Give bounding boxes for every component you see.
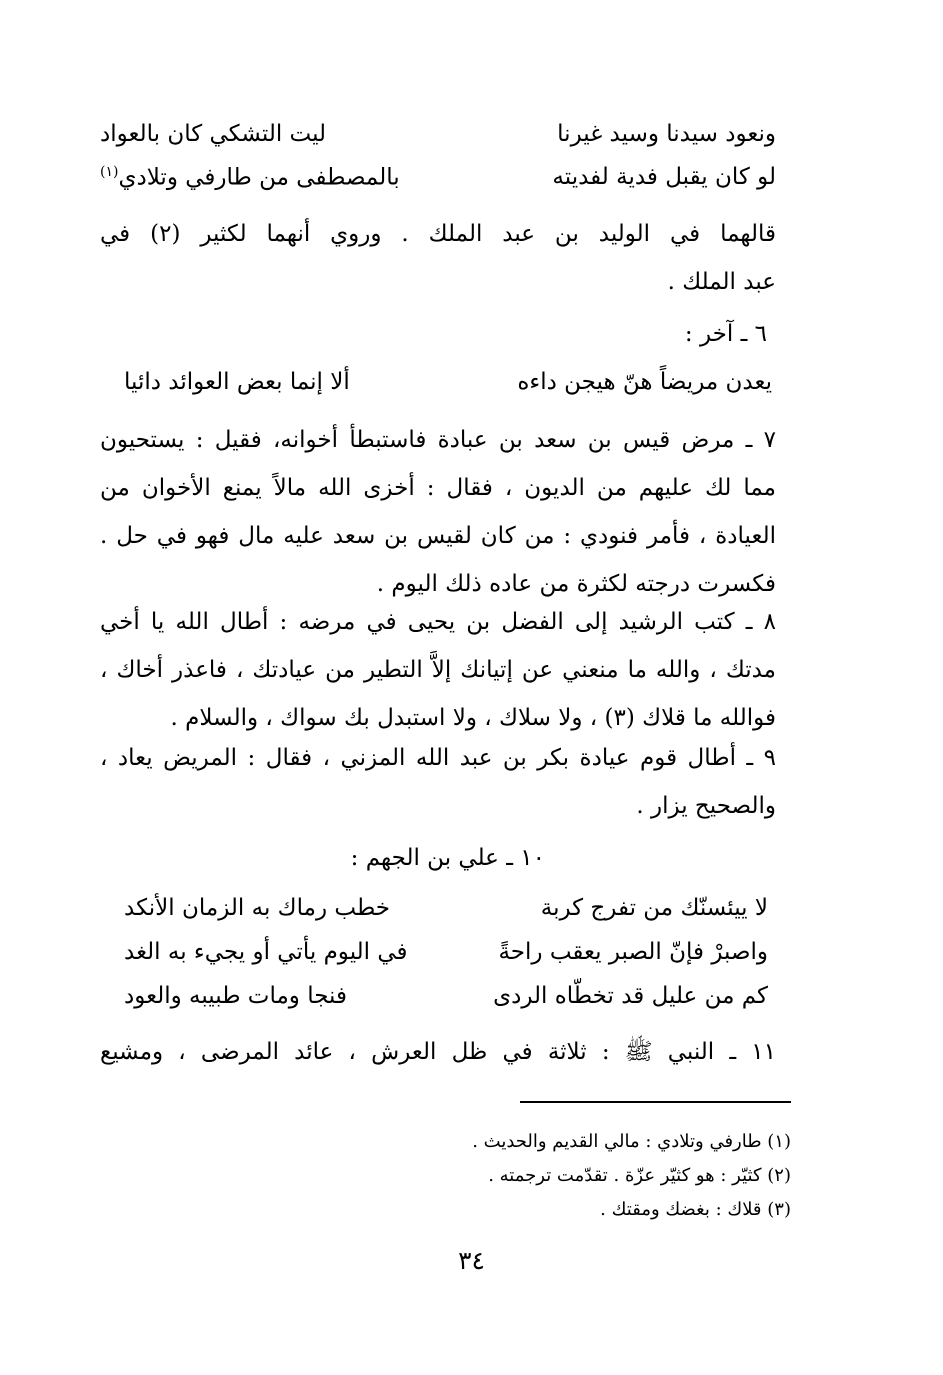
footnote-ref: (١)	[100, 163, 119, 180]
footnote: (٢) كثيّر : هو كثيّر عزّة . تقدّمت ترجمته .	[488, 1165, 791, 1186]
verse-hemistich-second: في اليوم يأتي أو يجيء به الغد	[124, 939, 408, 965]
verse-hemistich-first: كم من عليل قد تخطّاه الردى	[493, 983, 768, 1009]
section-heading: ١٠ ـ علي بن الجهم :	[350, 845, 545, 871]
footnote-separator	[520, 1101, 791, 1103]
paragraph	[100, 734, 776, 830]
paragraph	[100, 210, 776, 306]
paragraph	[100, 416, 776, 608]
verse-line	[124, 928, 768, 976]
paragraph-line: مدتك ، والله ما منعني عن إتيانك إلاَّ التطير من عيادتك ، فاعذر أخاك ،	[100, 657, 776, 683]
paragraph-line: ١١ ـ النبي ﷺ : ثلاثة في ظل العرش ، عائد المرضى ، ومشيع	[100, 1039, 776, 1065]
verse-hemistich-first: واصبرْ فإنّ الصبر يعقب راحةً	[498, 939, 768, 965]
paragraph-line: والصحيح يزار .	[636, 793, 776, 819]
footnote: (٣) قلاك : بغضك ومقتك .	[600, 1199, 791, 1220]
paragraph-line: قالهما في الوليد بن عبد الملك . وروي أنهما لكثير (٢) في	[100, 221, 777, 247]
verse-hemistich-first: يعدن مريضاً هنّ هيجن داءه	[517, 369, 772, 395]
paragraph-line: العيادة ، فأمر فنودي : من كان لقيس بن سعد عليه مال فهو في حل .	[100, 523, 776, 549]
verse-hemistich-second: خطب رماك به الزمان الأنكد	[124, 895, 391, 921]
verse-line	[124, 884, 768, 932]
paragraph-line: ٨ ـ كتب الرشيد إلى الفضل بن يحيى في مرضه : أطال الله يا أخي	[100, 609, 776, 635]
verse-hemistich-text: بالمصطفى من طارفي وتلادي	[118, 164, 400, 191]
section-heading: ٦ ـ آخر :	[684, 321, 767, 347]
verse-line	[124, 358, 772, 406]
paragraph-line: فوالله ما قلاك (٣) ، ولا سلاك ، ولا استبدل بك سواك ، والسلام .	[170, 705, 776, 731]
paragraph-line: عبد الملك .	[667, 269, 776, 295]
paragraph-line: ٧ ـ مرض قيس بن سعد بن عبادة فاستبطأ أخوانه، فقيل : يستحيون	[100, 427, 776, 453]
paragraph	[100, 598, 776, 742]
verse-hemistich-first: لو كان يقبل فدية لفديته	[552, 164, 776, 190]
paragraph-line: ٩ ـ أطال قوم عيادة بكر بن عبد الله المزني ، فقال : المريض يعاد ،	[100, 745, 776, 771]
verse-hemistich-second: فنجا ومات طبيبه والعود	[124, 983, 347, 1009]
verse-line	[124, 972, 768, 1020]
verse-line	[100, 110, 776, 158]
verse-hemistich-first: لا ييئسنّك من تفرج كربة	[540, 895, 768, 921]
verse-hemistich-second: ليت التشكي كان بالعواد	[100, 121, 327, 147]
page-number: ٣٤	[458, 1246, 485, 1275]
verse-line	[100, 153, 776, 201]
footnote: (١) طارفي وتلادي : مالي القديم والحديث .	[472, 1131, 791, 1152]
verse-hemistich-second: ألا إنما بعض العوائد دائيا	[124, 369, 350, 395]
paragraph-line: مما لك عليهم من الديون ، فقال : أخزى الله مالاً يمنع الأخوان من	[100, 475, 776, 501]
paragraph-line: فكسرت درجته لكثرة من عاده ذلك اليوم .	[376, 571, 776, 597]
verse-hemistich-first: ونعود سيدنا وسيد غيرنا	[557, 121, 776, 147]
verse-hemistich-second	[100, 164, 400, 191]
paragraph	[100, 1028, 776, 1076]
